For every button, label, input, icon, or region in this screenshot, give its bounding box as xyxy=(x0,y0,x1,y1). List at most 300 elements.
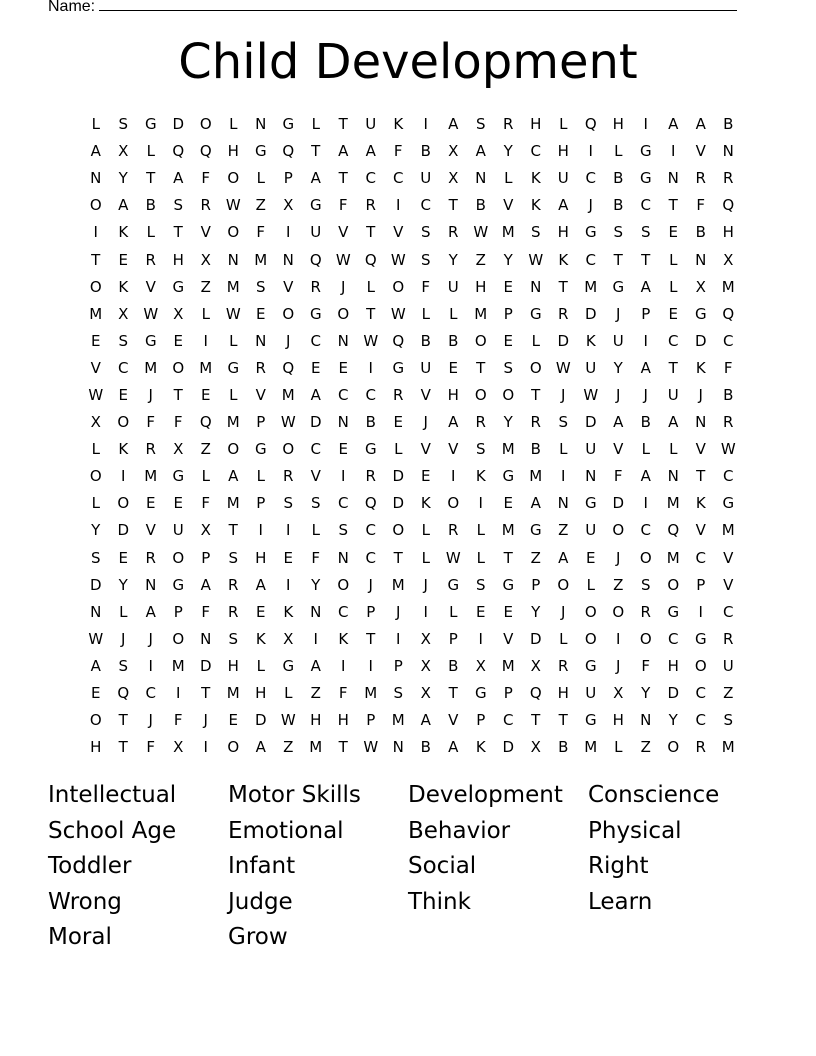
grid-letter: A xyxy=(640,277,651,296)
grid-letter: D xyxy=(309,413,322,432)
grid-letter: P xyxy=(448,629,458,648)
grid-letter: K xyxy=(475,467,486,486)
grid-letter: B xyxy=(145,196,156,215)
grid-letter: M xyxy=(501,223,515,242)
grid-letter: T xyxy=(338,169,348,188)
grid-letter: R xyxy=(558,656,569,675)
grid-letter: L xyxy=(146,142,155,161)
grid-letter: I xyxy=(561,467,566,486)
grid-letter: F xyxy=(173,413,183,432)
grid-letter: N xyxy=(695,250,707,269)
grid-letter: G xyxy=(392,358,405,377)
grid-letter: C xyxy=(118,358,129,377)
grid-letter: U xyxy=(172,521,184,540)
grid-letter: Y xyxy=(641,684,651,703)
grid-letter: J xyxy=(698,385,703,404)
grid-letter: G xyxy=(639,142,652,161)
grid-letter: E xyxy=(503,602,513,621)
name-label: Name: xyxy=(48,0,96,15)
grid-letter: G xyxy=(254,440,267,459)
grid-letter: R xyxy=(723,629,734,648)
grid-letter: T xyxy=(173,223,183,242)
grid-letter: C xyxy=(503,711,514,730)
grid-letter: Z xyxy=(200,277,211,296)
grid-letter: I xyxy=(368,358,373,377)
grid-letter: G xyxy=(667,602,680,621)
grid-letter: P xyxy=(393,656,403,675)
grid-letter: U xyxy=(585,684,597,703)
grid-letter: M xyxy=(144,358,158,377)
grid-letter: J xyxy=(423,413,428,432)
grid-letter: Z xyxy=(475,250,486,269)
grid-letter: T xyxy=(668,358,678,377)
grid-letter: X xyxy=(200,250,211,269)
grid-letter: Q xyxy=(392,331,405,350)
grid-row xyxy=(82,734,742,761)
grid-row xyxy=(82,165,742,192)
grid-letter: Z xyxy=(558,521,569,540)
grid-letter: L xyxy=(366,277,375,296)
grid-row xyxy=(82,192,742,219)
grid-letter: W xyxy=(363,738,379,757)
grid-letter: T xyxy=(558,277,568,296)
grid-letter: L xyxy=(256,467,265,486)
word-list-item: Think xyxy=(408,888,471,915)
grid-letter: U xyxy=(585,440,597,459)
grid-letter: M xyxy=(89,304,103,323)
word-list-item: Wrong xyxy=(48,888,122,915)
grid-letter: W xyxy=(280,413,296,432)
grid-letter: H xyxy=(227,656,239,675)
grid-letter: N xyxy=(337,331,349,350)
grid-letter: R xyxy=(558,304,569,323)
grid-letter: T xyxy=(173,385,183,404)
grid-letter: A xyxy=(420,711,431,730)
grid-letter: T xyxy=(641,250,651,269)
grid-letter: V xyxy=(90,358,101,377)
grid-letter: O xyxy=(227,738,240,757)
grid-letter: C xyxy=(723,467,734,486)
grid-letter: U xyxy=(447,277,459,296)
grid-letter: R xyxy=(283,467,294,486)
grid-letter: L xyxy=(421,521,430,540)
grid-letter: S xyxy=(118,656,129,675)
grid-letter: O xyxy=(337,304,350,323)
grid-letter: X xyxy=(90,413,101,432)
grid-letter: W xyxy=(390,304,406,323)
grid-letter: T xyxy=(366,223,376,242)
grid-letter: I xyxy=(396,629,401,648)
grid-letter: M xyxy=(529,467,543,486)
grid-letter: N xyxy=(585,467,597,486)
grid-row xyxy=(82,572,742,599)
grid-letter: A xyxy=(695,115,706,134)
grid-letter: N xyxy=(227,250,239,269)
grid-letter: R xyxy=(723,169,734,188)
grid-letter: I xyxy=(451,467,456,486)
grid-letter: J xyxy=(121,629,126,648)
grid-letter: C xyxy=(365,548,376,567)
grid-letter: R xyxy=(448,223,459,242)
grid-letter: L xyxy=(504,169,513,188)
grid-row xyxy=(82,111,742,138)
grid-letter: R xyxy=(145,250,156,269)
grid-letter: W xyxy=(473,223,489,242)
grid-letter: E xyxy=(338,440,348,459)
grid-letter: E xyxy=(421,467,431,486)
grid-letter: J xyxy=(643,385,648,404)
grid-letter: X xyxy=(283,629,294,648)
grid-letter: G xyxy=(309,196,322,215)
grid-letter: O xyxy=(447,494,460,513)
grid-letter: A xyxy=(668,115,679,134)
grid-letter: B xyxy=(613,169,624,188)
grid-letter: M xyxy=(144,467,158,486)
grid-letter: R xyxy=(475,413,486,432)
grid-letter: N xyxy=(695,413,707,432)
grid-letter: A xyxy=(613,413,624,432)
grid-letter: E xyxy=(118,385,128,404)
grid-letter: R xyxy=(310,277,321,296)
grid-letter: L xyxy=(256,169,265,188)
grid-letter: B xyxy=(448,656,459,675)
grid-letter: O xyxy=(227,223,240,242)
grid-letter: U xyxy=(365,115,377,134)
grid-letter: T xyxy=(311,142,321,161)
grid-letter: H xyxy=(557,142,569,161)
grid-letter: B xyxy=(640,413,651,432)
grid-letter: V xyxy=(613,440,624,459)
grid-letter: S xyxy=(90,548,101,567)
grid-letter: N xyxy=(337,413,349,432)
grid-letter: R xyxy=(448,521,459,540)
grid-letter: O xyxy=(474,385,487,404)
grid-letter: I xyxy=(148,656,153,675)
grid-letter: P xyxy=(256,494,266,513)
grid-letter: G xyxy=(502,467,515,486)
grid-letter: A xyxy=(530,494,541,513)
grid-letter: A xyxy=(668,413,679,432)
grid-letter: I xyxy=(258,521,263,540)
grid-letter: Q xyxy=(199,413,212,432)
grid-letter: G xyxy=(612,277,625,296)
grid-letter: I xyxy=(423,602,428,621)
grid-letter: S xyxy=(420,223,431,242)
grid-letter: L xyxy=(641,440,650,459)
name-blank-line xyxy=(99,0,737,11)
grid-letter: R xyxy=(723,413,734,432)
grid-letter: I xyxy=(286,223,291,242)
grid-letter: V xyxy=(448,440,459,459)
grid-letter: K xyxy=(475,738,486,757)
grid-letter: S xyxy=(503,358,514,377)
grid-letter: R xyxy=(530,413,541,432)
grid-letter: Q xyxy=(199,142,212,161)
grid-letter: X xyxy=(173,738,184,757)
grid-letter: L xyxy=(201,467,210,486)
grid-letter: L xyxy=(146,223,155,242)
grid-letter: C xyxy=(695,548,706,567)
grid-letter: D xyxy=(584,304,597,323)
grid-letter: G xyxy=(584,711,597,730)
grid-letter: P xyxy=(696,575,706,594)
grid-letter: A xyxy=(310,656,321,675)
grid-letter: A xyxy=(448,738,459,757)
grid-letter: J xyxy=(423,575,428,594)
word-list-item: Emotional xyxy=(228,817,344,844)
grid-letter: O xyxy=(474,331,487,350)
grid-row xyxy=(82,463,742,490)
grid-letter: O xyxy=(392,521,405,540)
grid-letter: O xyxy=(282,440,295,459)
grid-letter: V xyxy=(393,223,404,242)
grid-letter: O xyxy=(172,548,185,567)
grid-letter: A xyxy=(640,358,651,377)
grid-letter: L xyxy=(476,521,485,540)
grid-letter: B xyxy=(365,413,376,432)
grid-letter: G xyxy=(694,629,707,648)
grid-letter: K xyxy=(338,629,349,648)
grid-letter: P xyxy=(256,413,266,432)
grid-letter: T xyxy=(228,521,238,540)
grid-letter: O xyxy=(117,494,130,513)
grid-row xyxy=(82,517,742,544)
grid-letter: N xyxy=(722,142,734,161)
grid-letter: J xyxy=(203,711,208,730)
grid-letter: T xyxy=(146,169,156,188)
grid-letter: M xyxy=(171,656,185,675)
grid-letter: L xyxy=(201,304,210,323)
grid-letter: S xyxy=(118,331,129,350)
grid-letter: Q xyxy=(282,142,295,161)
grid-letter: F xyxy=(201,602,211,621)
grid-letter: O xyxy=(117,413,130,432)
grid-letter: K xyxy=(255,629,266,648)
grid-letter: E xyxy=(448,358,458,377)
grid-letter: Z xyxy=(723,684,734,703)
word-list-item: Judge xyxy=(228,888,293,915)
grid-letter: L xyxy=(284,684,293,703)
grid-letter: O xyxy=(337,575,350,594)
grid-letter: D xyxy=(254,711,267,730)
grid-letter: M xyxy=(501,521,515,540)
word-list-item: Development xyxy=(408,782,563,808)
grid-letter: C xyxy=(640,196,651,215)
grid-letter: C xyxy=(338,494,349,513)
grid-letter: S xyxy=(420,250,431,269)
grid-letter: Z xyxy=(255,196,266,215)
grid-letter: M xyxy=(501,656,515,675)
grid-letter: R xyxy=(640,602,651,621)
grid-letter: Y xyxy=(448,250,458,269)
grid-letter: F xyxy=(201,494,211,513)
grid-letter: N xyxy=(337,548,349,567)
grid-letter: L xyxy=(559,629,568,648)
grid-letter: P xyxy=(366,711,376,730)
grid-letter: Q xyxy=(282,358,295,377)
grid-letter: C xyxy=(640,521,651,540)
grid-letter: E xyxy=(586,548,596,567)
grid-letter: Z xyxy=(283,738,294,757)
grid-letter: T xyxy=(91,250,101,269)
grid-letter: X xyxy=(173,440,184,459)
grid-letter: J xyxy=(148,711,153,730)
grid-row xyxy=(82,328,742,355)
grid-letter: C xyxy=(338,385,349,404)
grid-letter: U xyxy=(557,169,569,188)
grid-letter: J xyxy=(341,277,346,296)
grid-letter: K xyxy=(118,223,129,242)
grid-letter: E xyxy=(201,385,211,404)
grid-letter: Q xyxy=(172,142,185,161)
word-list-item: Behavior xyxy=(408,817,511,844)
grid-letter: O xyxy=(612,602,625,621)
grid-letter: H xyxy=(612,711,624,730)
grid-letter: I xyxy=(643,331,648,350)
word-list xyxy=(48,778,768,956)
grid-letter: O xyxy=(667,575,680,594)
grid-letter: J xyxy=(148,629,153,648)
grid-letter: A xyxy=(118,196,129,215)
grid-letter: L xyxy=(91,115,100,134)
grid-letter: L xyxy=(91,494,100,513)
grid-letter: I xyxy=(698,602,703,621)
grid-letter: P xyxy=(201,548,211,567)
grid-letter: D xyxy=(172,115,185,134)
grid-letter: Y xyxy=(91,521,101,540)
grid-letter: V xyxy=(200,223,211,242)
grid-letter: W xyxy=(225,196,241,215)
grid-letter: I xyxy=(341,467,346,486)
grid-row xyxy=(82,653,742,680)
grid-letter: K xyxy=(118,440,129,459)
grid-letter: F xyxy=(146,413,156,432)
grid-letter: Q xyxy=(722,196,735,215)
grid-letter: G xyxy=(584,494,597,513)
grid-row xyxy=(82,626,742,653)
grid-letter: L xyxy=(586,575,595,594)
grid-letter: N xyxy=(90,169,102,188)
grid-letter: R xyxy=(393,385,404,404)
grid-letter: L xyxy=(669,250,678,269)
grid-letter: V xyxy=(695,440,706,459)
grid-letter: E xyxy=(476,602,486,621)
grid-letter: E xyxy=(118,548,128,567)
grid-letter: Y xyxy=(311,575,321,594)
grid-letter: H xyxy=(667,656,679,675)
grid-letter: X xyxy=(448,169,459,188)
grid-letter: Z xyxy=(640,738,651,757)
grid-letter: I xyxy=(396,196,401,215)
grid-letter: G xyxy=(254,142,267,161)
grid-letter: Q xyxy=(309,250,322,269)
grid-letter: B xyxy=(420,738,431,757)
grid-letter: K xyxy=(393,115,404,134)
grid-letter: W xyxy=(335,250,351,269)
grid-letter: T xyxy=(338,115,348,134)
grid-letter: E xyxy=(91,331,101,350)
grid-letter: Q xyxy=(364,250,377,269)
grid-letter: O xyxy=(199,115,212,134)
grid-letter: S xyxy=(475,115,486,134)
grid-letter: R xyxy=(228,602,239,621)
grid-letter: V xyxy=(723,575,734,594)
grid-letter: S xyxy=(228,629,239,648)
grid-letter: W xyxy=(143,304,159,323)
word-search-grid xyxy=(82,111,742,761)
grid-letter: J xyxy=(561,602,566,621)
grid-letter: F xyxy=(201,169,211,188)
grid-letter: N xyxy=(90,602,102,621)
grid-letter: X xyxy=(118,142,129,161)
grid-letter: E xyxy=(668,223,678,242)
grid-letter: O xyxy=(639,629,652,648)
word-list-item: Toddler xyxy=(48,853,132,880)
grid-letter: S xyxy=(723,711,734,730)
grid-letter: X xyxy=(448,142,459,161)
grid-letter: I xyxy=(671,142,676,161)
grid-letter: G xyxy=(144,115,157,134)
grid-letter: K xyxy=(585,331,596,350)
grid-letter: B xyxy=(695,223,706,242)
grid-letter: E xyxy=(118,250,128,269)
grid-letter: J xyxy=(368,575,373,594)
grid-letter: E xyxy=(311,358,321,377)
grid-letter: T xyxy=(558,711,568,730)
grid-letter: H xyxy=(722,223,734,242)
grid-letter: Y xyxy=(531,602,541,621)
grid-letter: N xyxy=(310,602,322,621)
grid-letter: O xyxy=(667,738,680,757)
grid-letter: B xyxy=(723,115,734,134)
grid-letter: O xyxy=(502,385,515,404)
page-title: Child Development xyxy=(178,34,638,90)
grid-letter: H xyxy=(530,115,542,134)
grid-letter: K xyxy=(420,494,431,513)
grid-letter: M xyxy=(391,575,405,594)
grid-letter: T xyxy=(476,358,486,377)
grid-letter: M xyxy=(364,684,378,703)
grid-letter: U xyxy=(722,656,734,675)
grid-letter: G xyxy=(144,331,157,350)
grid-letter: V xyxy=(283,277,294,296)
grid-letter: O xyxy=(89,277,102,296)
grid-letter: V xyxy=(503,196,514,215)
grid-letter: T xyxy=(118,738,128,757)
grid-letter: A xyxy=(228,467,239,486)
grid-letter: G xyxy=(309,304,322,323)
grid-letter: P xyxy=(476,711,486,730)
grid-letter: H xyxy=(447,385,459,404)
grid-letter: L xyxy=(421,304,430,323)
grid-letter: O xyxy=(392,277,405,296)
grid-letter: G xyxy=(172,467,185,486)
grid-letter: M xyxy=(474,304,488,323)
grid-letter: Y xyxy=(503,250,513,269)
grid-letter: M xyxy=(226,494,240,513)
grid-letter: B xyxy=(558,738,569,757)
grid-row xyxy=(82,301,742,328)
grid-letter: H xyxy=(227,142,239,161)
grid-letter: S xyxy=(255,277,266,296)
grid-letter: A xyxy=(365,142,376,161)
grid-letter: L xyxy=(421,548,430,567)
grid-letter: S xyxy=(310,494,321,513)
grid-letter: R xyxy=(365,196,376,215)
grid-letter: C xyxy=(668,331,679,350)
grid-letter: G xyxy=(529,304,542,323)
grid-letter: A xyxy=(475,142,486,161)
